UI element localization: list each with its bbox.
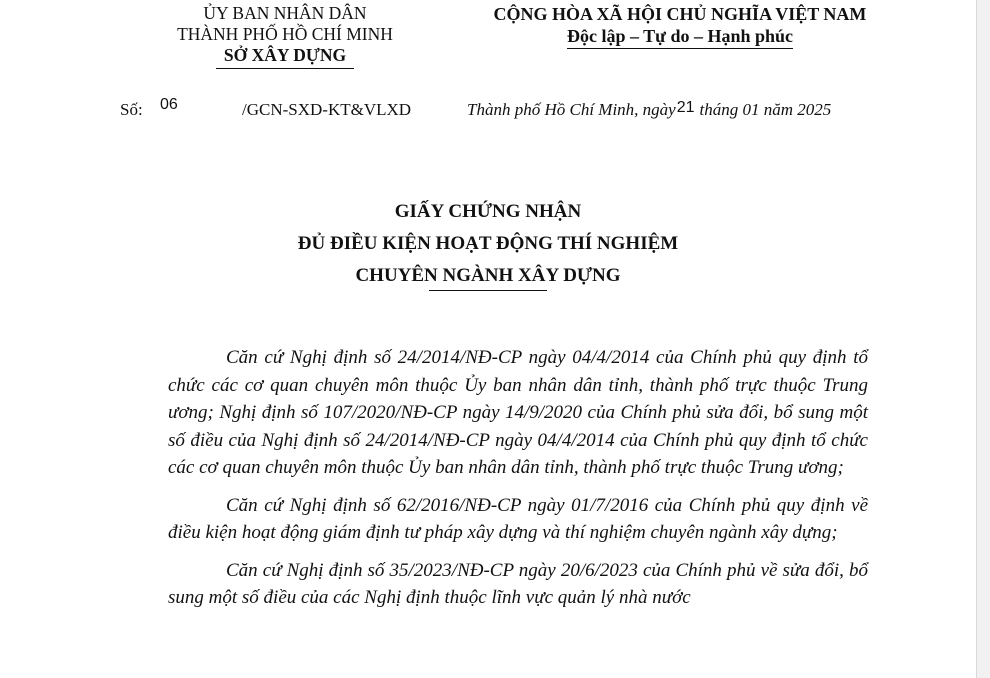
document-title <box>0 196 976 291</box>
issuing-authority-block <box>150 3 420 69</box>
document-body <box>168 344 868 622</box>
authority-line-1: ỦY BAN NHÂN DÂN <box>203 3 367 23</box>
national-motto: Độc lập – Tự do – Hạnh phúc <box>567 25 793 49</box>
paragraph: Căn cứ Nghị định số 62/2016/NĐ-CP ngày 01/7/2016 của Chính phủ quy định về điều kiện hoạt động giám định tư pháp xây dựng và thí nghiệm chuyên ngành xây dựng; <box>168 494 868 543</box>
title-line-2: ĐỦ ĐIỀU KIỆN HOẠT ĐỘNG THÍ NGHIỆM <box>297 233 679 254</box>
national-title: CỘNG HÒA XÃ HỘI CHỦ NGHĨA VIỆT NAM <box>493 4 867 24</box>
authority-line-2: THÀNH PHỐ HỒ CHÍ MINH <box>177 24 393 44</box>
number-value: 06 <box>160 96 178 113</box>
document-number-line <box>0 96 976 120</box>
date-line <box>467 100 831 120</box>
title-line-1: GIẤY CHỨNG NHẬN <box>394 201 582 222</box>
date-suffix: tháng 01 năm 2025 <box>699 100 832 119</box>
document-code: /GCN-SXD-KT&VLXD <box>242 100 412 119</box>
paragraph: Căn cứ Nghị định số 24/2014/NĐ-CP ngày 04/4/2014 của Chính phủ quy định tổ chức các cơ quan chuyên môn thuộc Ủy ban nhân dân tỉnh, thành phố trực thuộc Trung ương; Nghị định số 107/2020/NĐ-CP ngày 14/9/2020 của Chính phủ sửa đổi, bổ sung một số điều của Nghị định số 24/2014/NĐ-CP ngày 04/4/2014 của Chính phủ quy định tổ chức các cơ quan chuyên môn thuộc Ủy ban nhân dân tỉnh, thành phố trực thuộc Trung ương; <box>168 347 868 478</box>
date-prefix: Thành phố Hồ Chí Minh, ngày <box>467 100 676 119</box>
authority-underline <box>216 68 354 69</box>
title-line-3: CHUYÊN NGÀNH XÂY DỰNG <box>355 265 621 286</box>
department-name: SỞ XÂY DỰNG <box>223 45 347 65</box>
date-day: 21 <box>676 99 695 116</box>
viewer-scrollbar-track[interactable] <box>976 0 990 678</box>
paragraph: Căn cứ Nghị định số 35/2023/NĐ-CP ngày 20/6/2023 của Chính phủ về sửa đổi, bổ sung một số điều của các Nghị định thuộc lĩnh vực quản lý nhà nước <box>168 559 868 608</box>
number-label: Số: <box>120 100 143 119</box>
national-heading-block <box>430 3 930 49</box>
